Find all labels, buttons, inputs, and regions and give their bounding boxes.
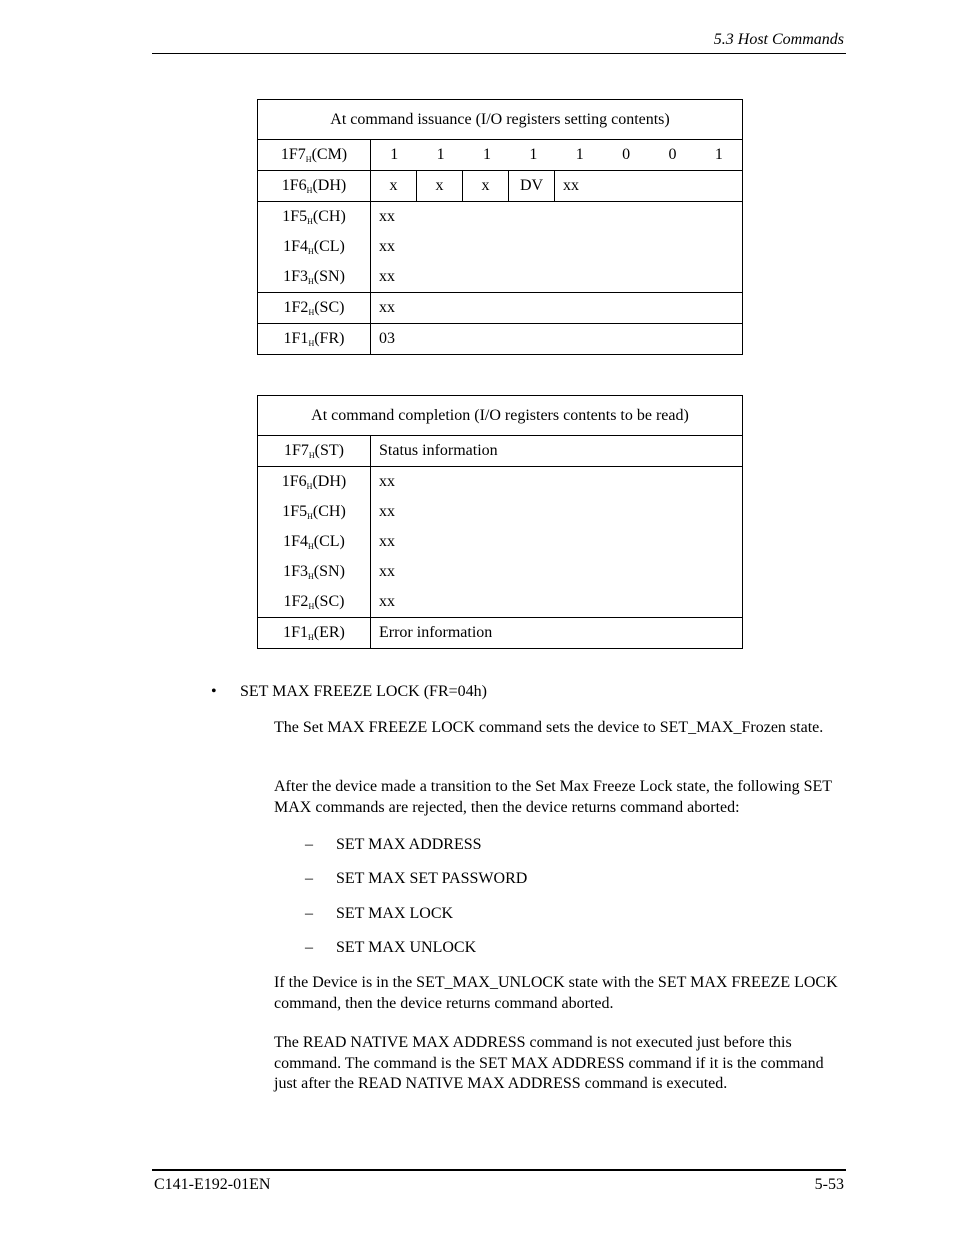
issuance-register-table [257,99,743,355]
register-cl: $1F4_H(CL)$ [283,238,345,256]
register-sn: $1F3_H(SN)$ [283,268,345,286]
register-er: $1F1_H(ER)$ [258,618,371,649]
paragraph-2: After the device made a transition to the Set Max Freeze Lock state, the following SET MAX commands are rejected, then the device returns command aborted: [274,778,832,816]
cm-bit-4: 1 [529,146,538,163]
dh-cell-rest: xx [563,177,579,194]
register-fr: $1F1_H(FR)$ [258,324,371,355]
register-dh: $1F6_H(DH)$ [258,171,371,202]
document-id: C141-E192-01EN [154,1176,271,1193]
value-ch: xx [379,503,395,520]
cm-bit-5: 1 [482,146,491,163]
value-fr: 03 [371,324,743,355]
register-group-names [258,202,371,293]
issuance-table-caption: At command issuance (I/O registers setting contents) [258,100,743,140]
cm-bits [371,140,743,171]
cm-bit-0: 1 [714,146,723,163]
list-item: – SET MAX LOCK [305,905,454,922]
value-sn: xx [379,563,395,580]
completion-table-caption: At command completion (I/O registers contents to be read) [258,396,743,436]
value-dh: xx [379,473,395,490]
register-st: $1F7_H(ST)$ [258,436,371,467]
value-cl: xx [379,238,395,255]
cm-bit-3: 1 [575,146,584,163]
paragraph-4: The READ NATIVE MAX ADDRESS command is not executed just before this command. The command is the SET MAX ADDRESS command if it is the command just after the READ NATIVE MAX ADDRESS command is executed. [274,1034,824,1092]
value-er: Error information [371,618,743,649]
dash-icon: – [305,905,313,922]
value-cl: xx [379,533,395,550]
value-st: Status information [371,436,743,467]
value-sc: xx [371,293,743,324]
register-sn: $1F3_H(SN)$ [283,563,345,581]
dash-icon: – [305,939,313,956]
value-sn: xx [379,268,395,285]
footer-rule [152,1169,846,1171]
value-sc: xx [379,593,395,610]
paragraph-3: If the Device is in the SET_MAX_UNLOCK state with the SET MAX FREEZE LOCK command, then the device returns command aborted. [274,974,838,1012]
cm-bit-6: 1 [436,146,445,163]
section-header: 5.3 Host Commands [713,31,844,48]
register-sc: $1F2_H(SC)$ [283,593,345,611]
dh-cell-dv: DV [509,171,555,201]
register-dh: $1F6_H(DH)$ [281,473,347,491]
completion-group-values [371,467,743,618]
page-number: 5-53 [814,1176,844,1193]
list-item: – SET MAX ADDRESS [305,836,482,853]
bullet-icon: • [211,683,217,700]
register-sc: $1F2_H(SC)$ [258,293,371,324]
register-ch: $1F5_H(CH)$ [282,503,346,521]
completion-group-names [258,467,371,618]
paragraph-1: The Set MAX FREEZE LOCK command sets the device to SET_MAX_Frozen state. [274,719,824,736]
cm-bit-7: 1 [390,146,399,163]
register-ch: $1F5_H(CH)$ [282,208,346,226]
completion-register-table [257,395,743,649]
bullet-title: SET MAX FREEZE LOCK (FR=04h) [240,683,487,700]
dh-cells [371,171,743,202]
list-item: – SET MAX UNLOCK [305,939,477,956]
header-rule [152,53,846,54]
cm-bit-2: 0 [622,146,631,163]
list-item: – SET MAX SET PASSWORD [305,870,528,887]
dh-cell-1: x [371,171,417,201]
register-cm: $1F7_H(CM)$ [258,140,371,171]
value-ch: xx [379,208,395,225]
register-cl: $1F4_H(CL)$ [283,533,345,551]
cm-bit-1: 0 [668,146,677,163]
dh-cell-2: x [417,171,463,201]
dash-icon: – [305,870,313,887]
dh-cell-3: x [463,171,509,201]
dash-icon: – [305,836,313,853]
register-group-values [371,202,743,293]
